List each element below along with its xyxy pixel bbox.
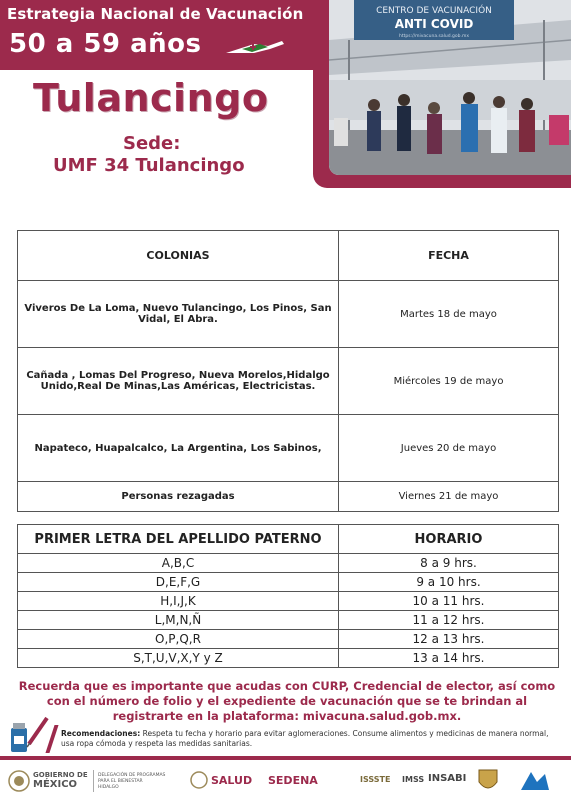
colonias-cell: Viveros De La Loma, Nuevo Tulancingo, Los Pinos, San Vidal, El Abra.: [18, 281, 339, 348]
sede-name: UMF 34 Tulancingo: [53, 155, 245, 176]
footer-separator: [93, 770, 94, 792]
salud-logo: SALUD: [211, 774, 253, 787]
table-row: [18, 415, 559, 482]
hours-cell: 12 a 13 hrs.: [339, 630, 559, 649]
vaccine-vial-icon: [7, 714, 49, 754]
recommendations: [61, 729, 561, 749]
syringe-icon: [224, 37, 286, 57]
table-row: [18, 348, 559, 415]
insabi-logo: INSABI: [428, 773, 467, 784]
header-banner: [0, 0, 330, 70]
letters-cell: O,P,Q,R: [18, 630, 339, 649]
hours-cell: 9 a 10 hrs.: [339, 573, 559, 592]
recommendations-text: Respeta tu fecha y horario para evitar aglomeraciones. Consume alimentos y medicinas de manera normal, usa ropa cómoda y respeta las medidas sanitarias.: [61, 729, 549, 748]
sedena-logo: SEDENA: [268, 774, 318, 787]
letters-cell: H,I,J,K: [18, 592, 339, 611]
fecha-cell: Viernes 21 de mayo: [339, 482, 559, 512]
table-row: [18, 281, 559, 348]
footer-logos: [0, 760, 571, 800]
hours-table: [17, 524, 559, 668]
column-header-hours: HORARIO: [339, 525, 559, 554]
hours-cell: 13 a 14 hrs.: [339, 649, 559, 668]
fecha-cell: Jueves 20 de mayo: [339, 415, 559, 482]
table-row: [18, 554, 559, 573]
table-row: [18, 592, 559, 611]
letters-cell: D,E,F,G: [18, 573, 339, 592]
schedule-table: [17, 230, 559, 512]
vaccination-center-photo: [329, 0, 571, 175]
sign-line2: ANTI COVID: [394, 17, 474, 31]
column-header-fecha: FECHA: [339, 231, 559, 281]
column-header-colonias: COLONIAS: [18, 231, 339, 281]
fecha-cell: Martes 18 de mayo: [339, 281, 559, 348]
table-row: [18, 611, 559, 630]
sede-label: Sede:: [123, 133, 181, 154]
servicios-salud-icon: [517, 768, 551, 794]
reminder-text: Recuerda que es importante que acudas con CURP, Credencial de elector, así como con el número de folio y el expediente de vacunación que se te brindan al registrarte en la plataforma: mivacuna.salud.gob.mx.: [18, 679, 556, 723]
age-range-title: 50 a 59 años: [9, 29, 202, 59]
column-header-letters: PRIMER LETRA DEL APELLIDO PATERNO: [18, 525, 339, 554]
gobierno-logo-line2: MÉXICO: [33, 779, 78, 790]
colonias-cell: Cañada , Lomas Del Progreso, Nueva Morelos,Hidalgo Unido,Real De Minas,Las Américas, Electricistas.: [18, 348, 339, 415]
table-row: [18, 649, 559, 668]
sign-url: https://mivacuna.salud.gob.mx: [399, 34, 469, 39]
imss-logo: IMSS: [402, 775, 425, 784]
letters-cell: L,M,N,Ñ: [18, 611, 339, 630]
hidalgo-shield-icon: [477, 768, 499, 794]
vaccination-scene-illustration: [329, 0, 571, 175]
sign-line1: CENTRO DE VACUNACIÓN: [376, 6, 492, 16]
table-row: [18, 630, 559, 649]
table-row: [18, 573, 559, 592]
delegacion-logo-line2: PARA EL BIENESTAR: [98, 779, 143, 784]
gobierno-logo-line1: GOBIERNO DE: [33, 771, 88, 779]
letters-cell: S,T,U,V,X,Y y Z: [18, 649, 339, 668]
table-header-row: [18, 231, 559, 281]
hours-cell: 8 a 9 hrs.: [339, 554, 559, 573]
table-row: [18, 482, 559, 512]
issste-logo: ISSSTE: [360, 775, 391, 784]
city-title: Tulancingo: [33, 76, 269, 120]
delegacion-logo-line3: HIDALGO: [98, 785, 119, 790]
hours-cell: 10 a 11 hrs.: [339, 592, 559, 611]
recommendations-label: Recomendaciones:: [61, 729, 141, 738]
fecha-cell: Miércoles 19 de mayo: [339, 348, 559, 415]
letters-cell: A,B,C: [18, 554, 339, 573]
salud-seal-icon: [190, 771, 208, 789]
delegacion-logo-line1: DELEGACIÓN DE PROGRAMAS: [98, 773, 166, 778]
campaign-title: Estrategia Nacional de Vacunación: [7, 5, 304, 23]
colonias-cell: Napateco, Huapalcalco, La Argentina, Los Sabinos,: [18, 415, 339, 482]
colonias-cell: Personas rezagadas: [18, 482, 339, 512]
hours-cell: 11 a 12 hrs.: [339, 611, 559, 630]
table-header-row: [18, 525, 559, 554]
mexico-seal-icon: [8, 770, 30, 792]
